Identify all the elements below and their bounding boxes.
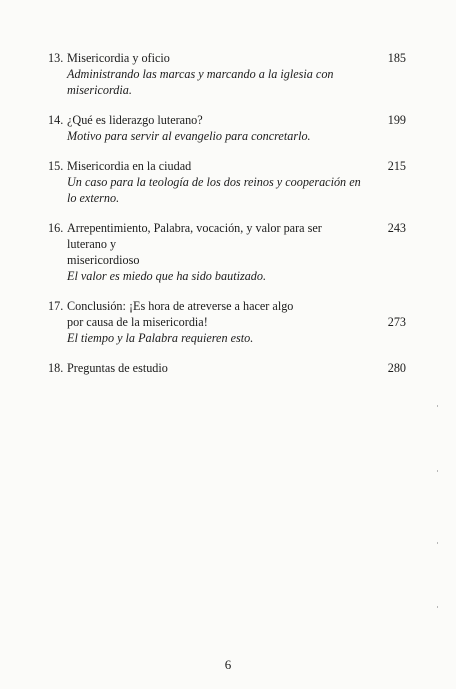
toc-entry-title: Misericordia y oficio (67, 51, 170, 65)
toc-entry (48, 158, 408, 206)
toc-entry-title: Conclusión: ¡Es hora de atreverse a hacer algo (67, 299, 294, 313)
toc-entry-page: 280 (387, 361, 406, 375)
toc-line (48, 128, 408, 144)
toc-line (48, 158, 408, 174)
toc-entry-title: Misericordia en la ciudad (67, 159, 192, 173)
toc-entry (48, 112, 408, 144)
toc-entry-title: misericordioso (67, 253, 140, 267)
scan-speck (437, 405, 438, 407)
toc-entry-title: por causa de la misericordia! (67, 315, 208, 329)
toc-entry-number: 18. (48, 361, 64, 375)
toc-entry-subtitle: El tiempo y la Palabra requieren esto. (67, 331, 254, 345)
toc-entry-number: 15. (48, 159, 64, 173)
toc-line (48, 268, 408, 284)
toc-entry-page: 273 (387, 315, 406, 329)
toc-entry-page: 199 (387, 113, 406, 127)
toc-entry-page: 243 (387, 221, 406, 235)
scan-speck (437, 606, 438, 608)
toc-line (48, 66, 408, 98)
toc-line (48, 330, 408, 346)
toc-line (48, 252, 408, 268)
toc-entry (48, 360, 408, 376)
page-number: 6 (224, 657, 232, 672)
toc-entry (48, 220, 408, 284)
toc-entry-number: 17. (48, 299, 64, 313)
toc-entry-title: Preguntas de estudio (67, 361, 168, 375)
toc-entry (48, 50, 408, 98)
toc-line (48, 360, 408, 376)
scan-speck (437, 470, 438, 472)
toc-entry-title: ¿Qué es liderazgo luterano? (67, 113, 203, 127)
toc-entry-number: 14. (48, 113, 64, 127)
toc-entry-subtitle: Administrando las marcas y marcando a la iglesia con misericordia. (67, 67, 334, 97)
toc-line (48, 220, 408, 252)
toc-entry-number: 13. (48, 51, 64, 65)
toc-line (48, 314, 408, 330)
toc-line (48, 112, 408, 128)
toc-line (48, 298, 408, 314)
toc-entry-page: 185 (387, 51, 406, 65)
toc-entry-subtitle: Motivo para servir al evangelio para concretarlo. (67, 129, 311, 143)
toc-entry-number: 16. (48, 221, 64, 235)
toc-entry-title: Arrepentimiento, Palabra, vocación, y valor para ser luterano y (67, 221, 322, 251)
toc-entry (48, 298, 408, 346)
toc-entry-subtitle: Un caso para la teología de los dos reinos y cooperación en lo externo. (67, 175, 361, 205)
scan-speck (437, 542, 438, 544)
toc-entry-page: 215 (387, 159, 406, 173)
table-of-contents (48, 50, 408, 390)
toc-entry-subtitle: El valor es miedo que ha sido bautizado. (67, 269, 267, 283)
toc-line (48, 50, 408, 66)
toc-line (48, 174, 408, 206)
